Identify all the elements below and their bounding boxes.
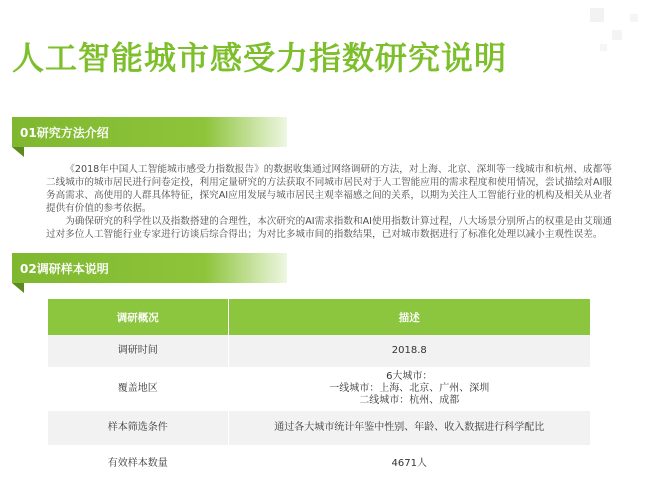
decorative-square — [590, 8, 604, 22]
decorative-square — [612, 30, 622, 40]
decorative-square — [630, 14, 638, 22]
row-label: 调研时间 — [48, 335, 228, 368]
value-line: 4671人 — [391, 458, 427, 469]
decorative-square — [600, 44, 607, 51]
table-header-row — [48, 299, 590, 335]
row-label: 有效样本数量 — [48, 446, 228, 482]
row-value — [228, 410, 590, 446]
section-label: 01研究方法介绍 — [20, 126, 109, 140]
table-row — [48, 446, 590, 482]
value-line: 6大城市： — [386, 371, 433, 382]
row-value — [228, 335, 590, 368]
section-header-fold — [12, 147, 24, 157]
table-row — [48, 335, 590, 368]
column-header: 调研概况 — [48, 299, 228, 335]
section-header-sample — [12, 253, 287, 283]
paragraph: 为确保研究的科学性以及指数搭建的合理性，本次研究的AI需求指数和AI使用指数计算过程，八大场景分别所占的权重是由艾瑞通过对多位人工智能行业专家进行访谈后综合得出；为对比多城市间的指数结果，已对城市数据进行了标准化处理以减小主观性误差。 — [46, 216, 612, 240]
section-header-fold — [12, 283, 24, 293]
value-line: 一线城市：上海、北京、广州、深圳 — [329, 383, 490, 394]
section-header-method — [12, 117, 287, 147]
column-header: 描述 — [228, 299, 590, 335]
table-row — [48, 410, 590, 446]
row-label: 覆盖地区 — [48, 368, 228, 410]
table-row — [48, 368, 590, 410]
value-line: 二线城市：杭州、成都 — [359, 395, 460, 406]
row-label: 样本筛选条件 — [48, 410, 228, 446]
value-line: 2018.8 — [391, 345, 427, 356]
sample-table — [48, 299, 590, 483]
row-value — [228, 446, 590, 482]
section-label: 02调研样本说明 — [20, 262, 109, 276]
row-value — [228, 368, 590, 410]
page-title: 人工智能城市感受力指数研究说明 — [12, 39, 508, 77]
method-description — [46, 163, 612, 241]
paragraph: 《2018年中国人工智能城市感受力指数报告》的数据收集通过网络调研的方法，对上海、北京、深圳等一线城市和杭州、成都等二线城市的城市居民进行问卷定投，利用定量研究的方法获取不同城市居民对于人工智能应用的需求程度和使用情况，尝试描绘对AI服务高需求、高使用的人群具体特征，探究AI应用发展与城市居民主观幸福感之间的关系，以期为关注人工智能行业的机构及相关从业者提供有价值的参考依据。 — [46, 164, 612, 214]
value-line: 通过各大城市统计年鉴中性别、年龄、收入数据进行科学配比 — [274, 422, 545, 433]
